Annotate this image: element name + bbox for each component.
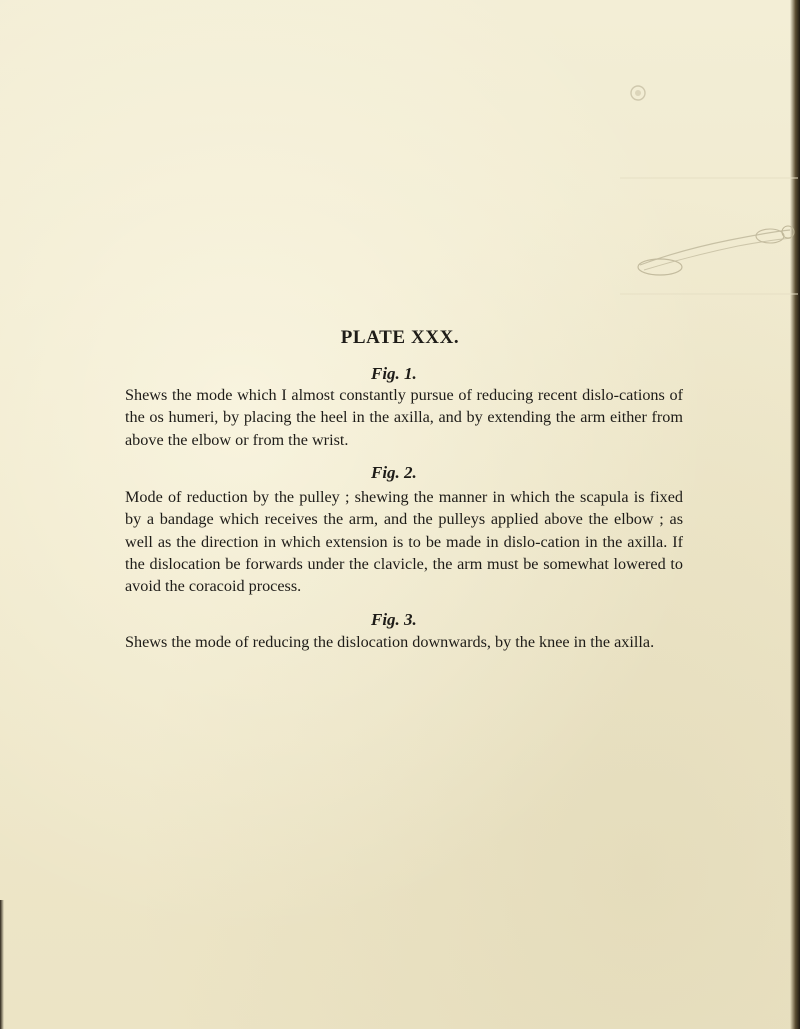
page-edge-shadow-left bbox=[0, 900, 4, 1029]
figure-3-label: Fig. 3. bbox=[371, 610, 417, 629]
figure-2-label: Fig. 2. bbox=[371, 463, 417, 482]
figure-1-caption: Shews the mode which I almost constantly pursue of reducing recent dislo-cations of the os humeri, by placing the heel in the axilla, and by extending the arm either from above the elbow or from the wrist. bbox=[125, 386, 683, 449]
bleed-through-mark bbox=[627, 82, 649, 104]
plate-title: PLATE XXX. bbox=[340, 327, 460, 348]
figure-1-label: Fig. 1. bbox=[371, 364, 417, 383]
page-edge-shadow bbox=[790, 0, 800, 1029]
figure-3-caption: Shews the mode of reducing the dislocation downwards, by the knee in the axilla. bbox=[125, 633, 655, 651]
bleed-through-illustration bbox=[620, 170, 800, 300]
figure-2-caption: Mode of reduction by the pulley ; shewing the manner in which the scapula is fixed by a bandage which receives the arm, and the pulleys applied above the elbow ; as well as the direction in which extension is to be made in dislo-cation in the axilla. If the dislocation be forwards under the clavicle, the arm must be somewhat lowered to avoid the coracoid process. bbox=[125, 488, 683, 596]
